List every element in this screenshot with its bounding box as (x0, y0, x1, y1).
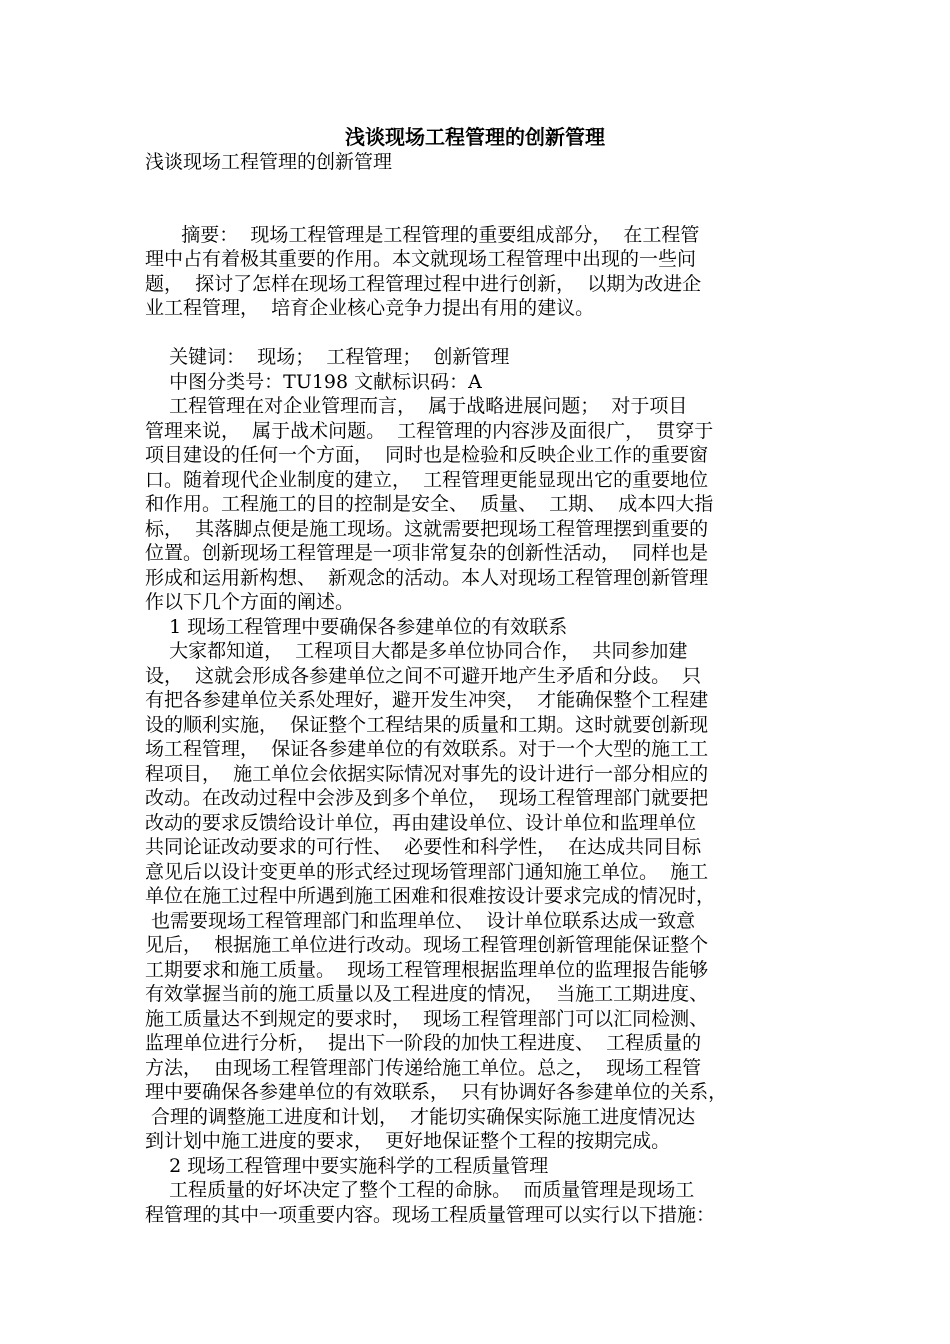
section-1-line: 共同论证改动要求的可行性、 必要性和科学性， 在达成共同目标 (145, 836, 702, 858)
intro-line: 位置。创新现场工程管理是一项非常复杂的创新性活动， 同样也是 (145, 542, 709, 564)
intro-line: 口。随着现代企业制度的建立， 工程管理更能显现出它的重要地位 (145, 468, 709, 491)
section-1-line: 意见后以设计变更单的形式经过现场管理部门通知施工单位。 施工 (145, 860, 709, 883)
section-1-line: 改动。在改动过程中会涉及到多个单位， 现场工程管理部门就要把 (145, 787, 709, 809)
intro-line: 项目建设的任何一个方面， 同时也是检验和反映企业工作的重要窗 (145, 444, 709, 466)
section-1-line: 大家都知道， 工程项目大都是多单位协同合作， 共同参加建 (145, 640, 688, 662)
document-body (145, 198, 815, 1227)
abstract-line: 题， 探讨了怎样在现场工程管理过程中进行创新， 以期为改进企 (145, 272, 702, 295)
document-subtitle: 浅谈现场工程管理的创新管理 (145, 151, 393, 173)
section-1-line: 设的顺利实施， 保证整个工程结果的质量和工期。这时就要创新现 (145, 713, 709, 736)
blank-line (145, 198, 815, 223)
section-2-heading: 2 现场工程管理中要实施科学的工程质量管理 (145, 1154, 549, 1177)
section-1-line: 程项目， 施工单位会依据实际情况对事先的设计进行一部分相应的 (145, 762, 709, 785)
section-1-heading: 1 现场工程管理中要确保各参建单位的有效联系 (145, 615, 568, 638)
abstract-line: 业工程管理， 培育企业核心竞争力提出有用的建议。 (145, 297, 595, 319)
section-2-line: 程管理的其中一项重要内容。现场工程质量管理可以实行以下措施： (145, 1203, 716, 1226)
document-title: 浅谈现场工程管理的创新管理 (345, 125, 605, 149)
abstract-line: 摘要： 现场工程管理是工程管理的重要组成部分， 在工程管 (145, 223, 700, 246)
section-1-line: 场工程管理， 保证各参建单位的有效联系。对于一个大型的施工工 (145, 738, 709, 760)
section-1-line: 到计划中施工进度的要求， 更好地保证整个工程的按期完成。 (145, 1130, 671, 1152)
keywords-line: 关键词： 现场； 工程管理； 创新管理 (145, 346, 510, 368)
intro-line: 管理来说， 属于战术问题。 工程管理的内容涉及面很广， 贯穿于 (145, 419, 714, 442)
section-1-line: 也需要现场工程管理部门和监理单位、 设计单位联系达成一致意 (145, 909, 696, 932)
intro-line: 作以下几个方面的阐述。 (145, 591, 355, 613)
intro-line: 标， 其落脚点便是施工现场。这就需要把现场工程管理摆到重要的 (145, 517, 709, 540)
section-1-line: 工期要求和施工质量。 现场工程管理根据监理单位的监理报告能够 (145, 958, 709, 981)
blank-line (145, 321, 815, 346)
section-1-line: 有效掌握当前的施工质量以及工程进度的情况， 当施工工期进度、 (145, 983, 709, 1005)
section-1-line: 方法， 由现场工程管理部门传递给施工单位。总之， 现场工程管 (145, 1056, 702, 1079)
section-1-line: 监理单位进行分析， 提出下一阶段的加快工程进度、 工程质量的 (145, 1032, 702, 1054)
intro-line: 和作用。工程施工的目的控制是安全、 质量、 工期、 成本四大指 (145, 493, 714, 515)
section-1-line: 有把各参建单位关系处理好，避开发生冲突， 才能确保整个工程建 (145, 689, 709, 711)
intro-line: 形成和运用新构想、 新观念的活动。本人对现场工程管理创新管理 (145, 566, 709, 589)
section-1-line: 见后， 根据施工单位进行改动。现场工程管理创新管理能保证整个 (145, 934, 709, 956)
section-1-line: 单位在施工过程中所遇到施工困难和很难按设计要求完成的情况时， (145, 885, 716, 907)
intro-line: 工程管理在对企业管理而言， 属于战略进展问题； 对于项目 (145, 395, 688, 417)
section-1-line: 改动的要求反馈给设计单位，再由建设单位、设计单位和监理单位 (145, 811, 697, 834)
abstract-line: 理中占有着极其重要的作用。本文就现场工程管理中出现的一些问 (145, 248, 697, 270)
section-1-line: 合理的调整施工进度和计划， 才能切实确保实际施工进度情况达 (145, 1105, 696, 1128)
classification-line: 中图分类号：TU198 文献标识码：A (145, 370, 482, 393)
section-1-line: 设， 这就会形成各参建单位之间不可避开地产生矛盾和分歧。 只 (145, 664, 702, 687)
section-1-line: 施工质量达不到规定的要求时， 现场工程管理部门可以汇同检测、 (145, 1007, 709, 1030)
section-1-line: 理中要确保各参建单位的有效联系， 只有协调好各参建单位的关系， (145, 1081, 728, 1103)
section-2-line: 工程质量的好坏决定了整个工程的命脉。 而质量管理是现场工 (145, 1179, 695, 1201)
